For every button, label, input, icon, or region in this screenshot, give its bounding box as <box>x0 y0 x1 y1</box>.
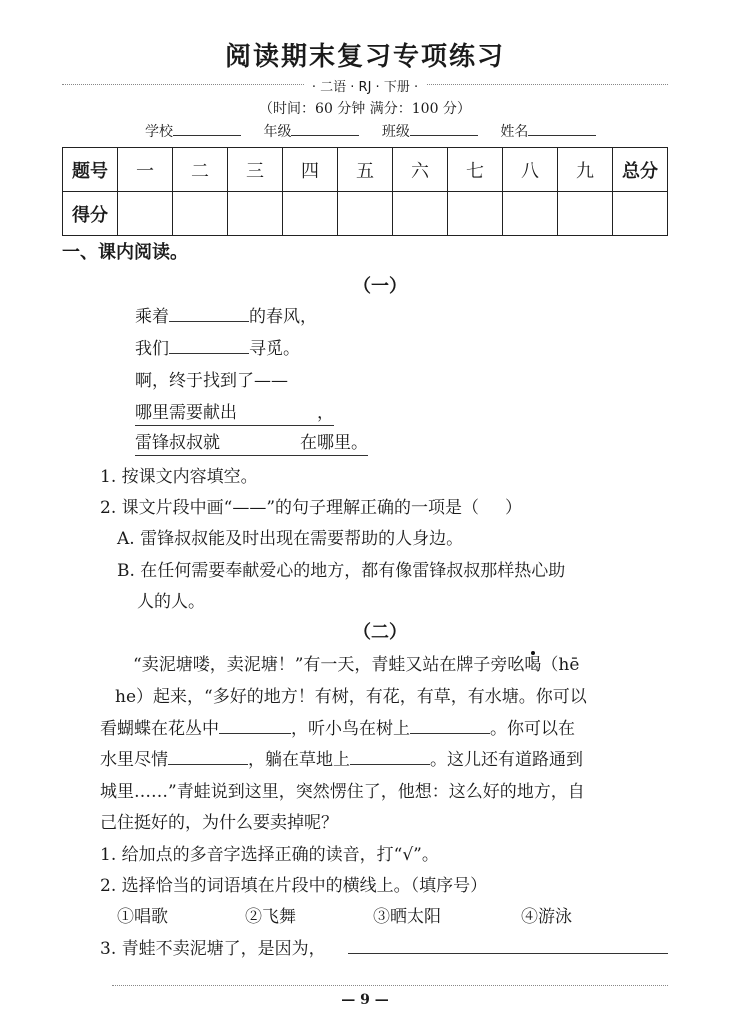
poem-text: 哪里需要献出 <box>135 403 237 423</box>
passage-line-3 <box>100 714 575 739</box>
col-header: 二 <box>173 148 228 192</box>
col-header: 四 <box>283 148 338 192</box>
name-blank[interactable] <box>528 121 596 136</box>
part2-heading: （二） <box>353 622 407 643</box>
section-title: 一、课内阅读。 <box>62 242 188 263</box>
name-label: 姓名 <box>500 124 529 140</box>
part1-question-2 <box>100 493 522 518</box>
poem-text: 寻觅。 <box>249 339 300 359</box>
col-header: 五 <box>338 148 393 192</box>
passage-text: ，听小鸟在树上 <box>291 719 410 739</box>
poem-text: 在哪里。 <box>300 433 368 453</box>
score-cell[interactable] <box>228 192 283 236</box>
passage-line-6: 己住挺好的，为什么要卖掉呢？ <box>100 813 338 833</box>
row-label-score: 得分 <box>63 192 118 236</box>
poem-text: 雷锋叔叔就 <box>135 433 220 453</box>
poem-line-1 <box>135 302 317 327</box>
question-text: 3. 青蛙不卖泥塘了，是因为， <box>100 939 326 959</box>
score-cell[interactable] <box>393 192 448 236</box>
score-table <box>62 147 668 236</box>
score-cell[interactable] <box>448 192 503 236</box>
question-number-row <box>63 148 668 192</box>
passage-blank-1[interactable] <box>219 717 291 734</box>
passage-text: 看蝴蝶在花丛中 <box>100 719 219 739</box>
col-header: 八 <box>503 148 558 192</box>
choice-1: ①唱歌 <box>117 907 168 927</box>
score-cell[interactable] <box>338 192 393 236</box>
choice-4: ④游泳 <box>521 907 572 927</box>
col-header-total: 总分 <box>613 148 668 192</box>
col-header: 七 <box>448 148 503 192</box>
col-header: 一 <box>118 148 173 192</box>
class-field <box>382 121 478 141</box>
score-cell[interactable] <box>558 192 613 236</box>
poem-blank-1[interactable] <box>169 305 249 322</box>
part2-question-2: 2. 选择恰当的词语填在片段中的横线上。（填序号） <box>100 876 488 896</box>
passage-line-5: 城里……”青蛙说到这里，突然愣住了，他想：这么好的地方，自 <box>100 782 585 802</box>
question-text: 2. 课文片段中画“——”的句子理解正确的一项是（ <box>100 498 480 518</box>
grade-label: 年级 <box>263 124 292 140</box>
school-field <box>145 121 241 141</box>
part2-question-3 <box>100 934 326 959</box>
poem-blank-2[interactable] <box>169 337 249 354</box>
row-label-question-number: 题号 <box>63 148 118 192</box>
score-cell[interactable] <box>173 192 228 236</box>
poem-blank-3[interactable] <box>237 402 317 418</box>
passage-blank-4[interactable] <box>350 748 430 765</box>
poem-text: 乘着 <box>135 307 169 327</box>
col-header: 六 <box>393 148 448 192</box>
answer-line[interactable] <box>348 953 668 954</box>
passage-line-2: he）起来，“多好的地方！有树，有花，有草，有水塘。你可以 <box>115 687 587 707</box>
passage-text: ，躺在草地上 <box>248 750 350 770</box>
class-blank[interactable] <box>410 121 478 136</box>
passage-text: “卖泥塘喽，卖泥塘！”有一天，青蛙又站在牌子旁吆 <box>133 655 525 675</box>
poem-blank-4[interactable] <box>220 432 300 448</box>
name-field <box>500 121 596 141</box>
col-header: 三 <box>228 148 283 192</box>
time-info: （时间：60 分钟 满分：100 分） <box>259 101 471 117</box>
footer-divider <box>112 985 668 986</box>
page-title: 阅读期末复习专项练习 <box>224 42 505 72</box>
poem-text: ， <box>317 403 334 423</box>
passage-line-1 <box>133 650 579 675</box>
choice-3: ③晒太阳 <box>373 907 441 927</box>
edition-subtitle-text: · 二语 · RJ · 下册 · <box>304 80 426 95</box>
student-info-fields <box>145 121 614 141</box>
passage-blank-2[interactable] <box>410 717 490 734</box>
poem-text: 的春风， <box>249 307 317 327</box>
class-label: 班级 <box>381 124 410 140</box>
col-header: 九 <box>558 148 613 192</box>
option-b-continued: 人的人。 <box>137 592 205 612</box>
passage-text: （hē <box>541 655 580 675</box>
passage-text: 。你可以在 <box>490 719 575 739</box>
part1-heading: （一） <box>353 276 407 297</box>
poem-line-3 <box>135 366 288 391</box>
passage-line-4 <box>100 745 583 770</box>
passage-text: 水里尽情 <box>100 750 168 770</box>
score-row <box>63 192 668 236</box>
poem-line-2 <box>135 334 300 359</box>
grade-blank[interactable] <box>291 121 359 136</box>
grade-field <box>263 121 359 141</box>
school-blank[interactable] <box>173 121 241 136</box>
dotted-character: 喝 <box>524 655 542 675</box>
option-b[interactable]: B. 在任何需要奉献爱心的地方，都有像雷锋叔叔那样热心助 <box>117 561 566 581</box>
choice-2: ②飞舞 <box>245 907 296 927</box>
passage-text: 。这儿还有道路通到 <box>430 750 583 770</box>
page-number: — 9 — <box>341 992 389 1008</box>
score-cell[interactable] <box>503 192 558 236</box>
poem-line-4-underlined <box>135 398 334 426</box>
score-cell[interactable] <box>118 192 173 236</box>
poem-text: 啊，终于找到了—— <box>135 371 288 391</box>
edition-subtitle <box>0 76 730 95</box>
poem-line-5-underlined <box>135 428 368 456</box>
poem-text: 我们 <box>135 339 169 359</box>
passage-blank-3[interactable] <box>168 748 248 765</box>
question-text-end: ） <box>505 498 523 518</box>
score-cell[interactable] <box>613 192 668 236</box>
option-a[interactable]: A. 雷锋叔叔能及时出现在需要帮助的人身边。 <box>117 529 464 549</box>
part1-question-1: 1. 按课文内容填空。 <box>100 467 258 487</box>
score-cell[interactable] <box>283 192 338 236</box>
part2-question-1: 1. 给加点的多音字选择正确的读音，打“√”。 <box>100 845 439 865</box>
school-label: 学校 <box>145 124 173 140</box>
